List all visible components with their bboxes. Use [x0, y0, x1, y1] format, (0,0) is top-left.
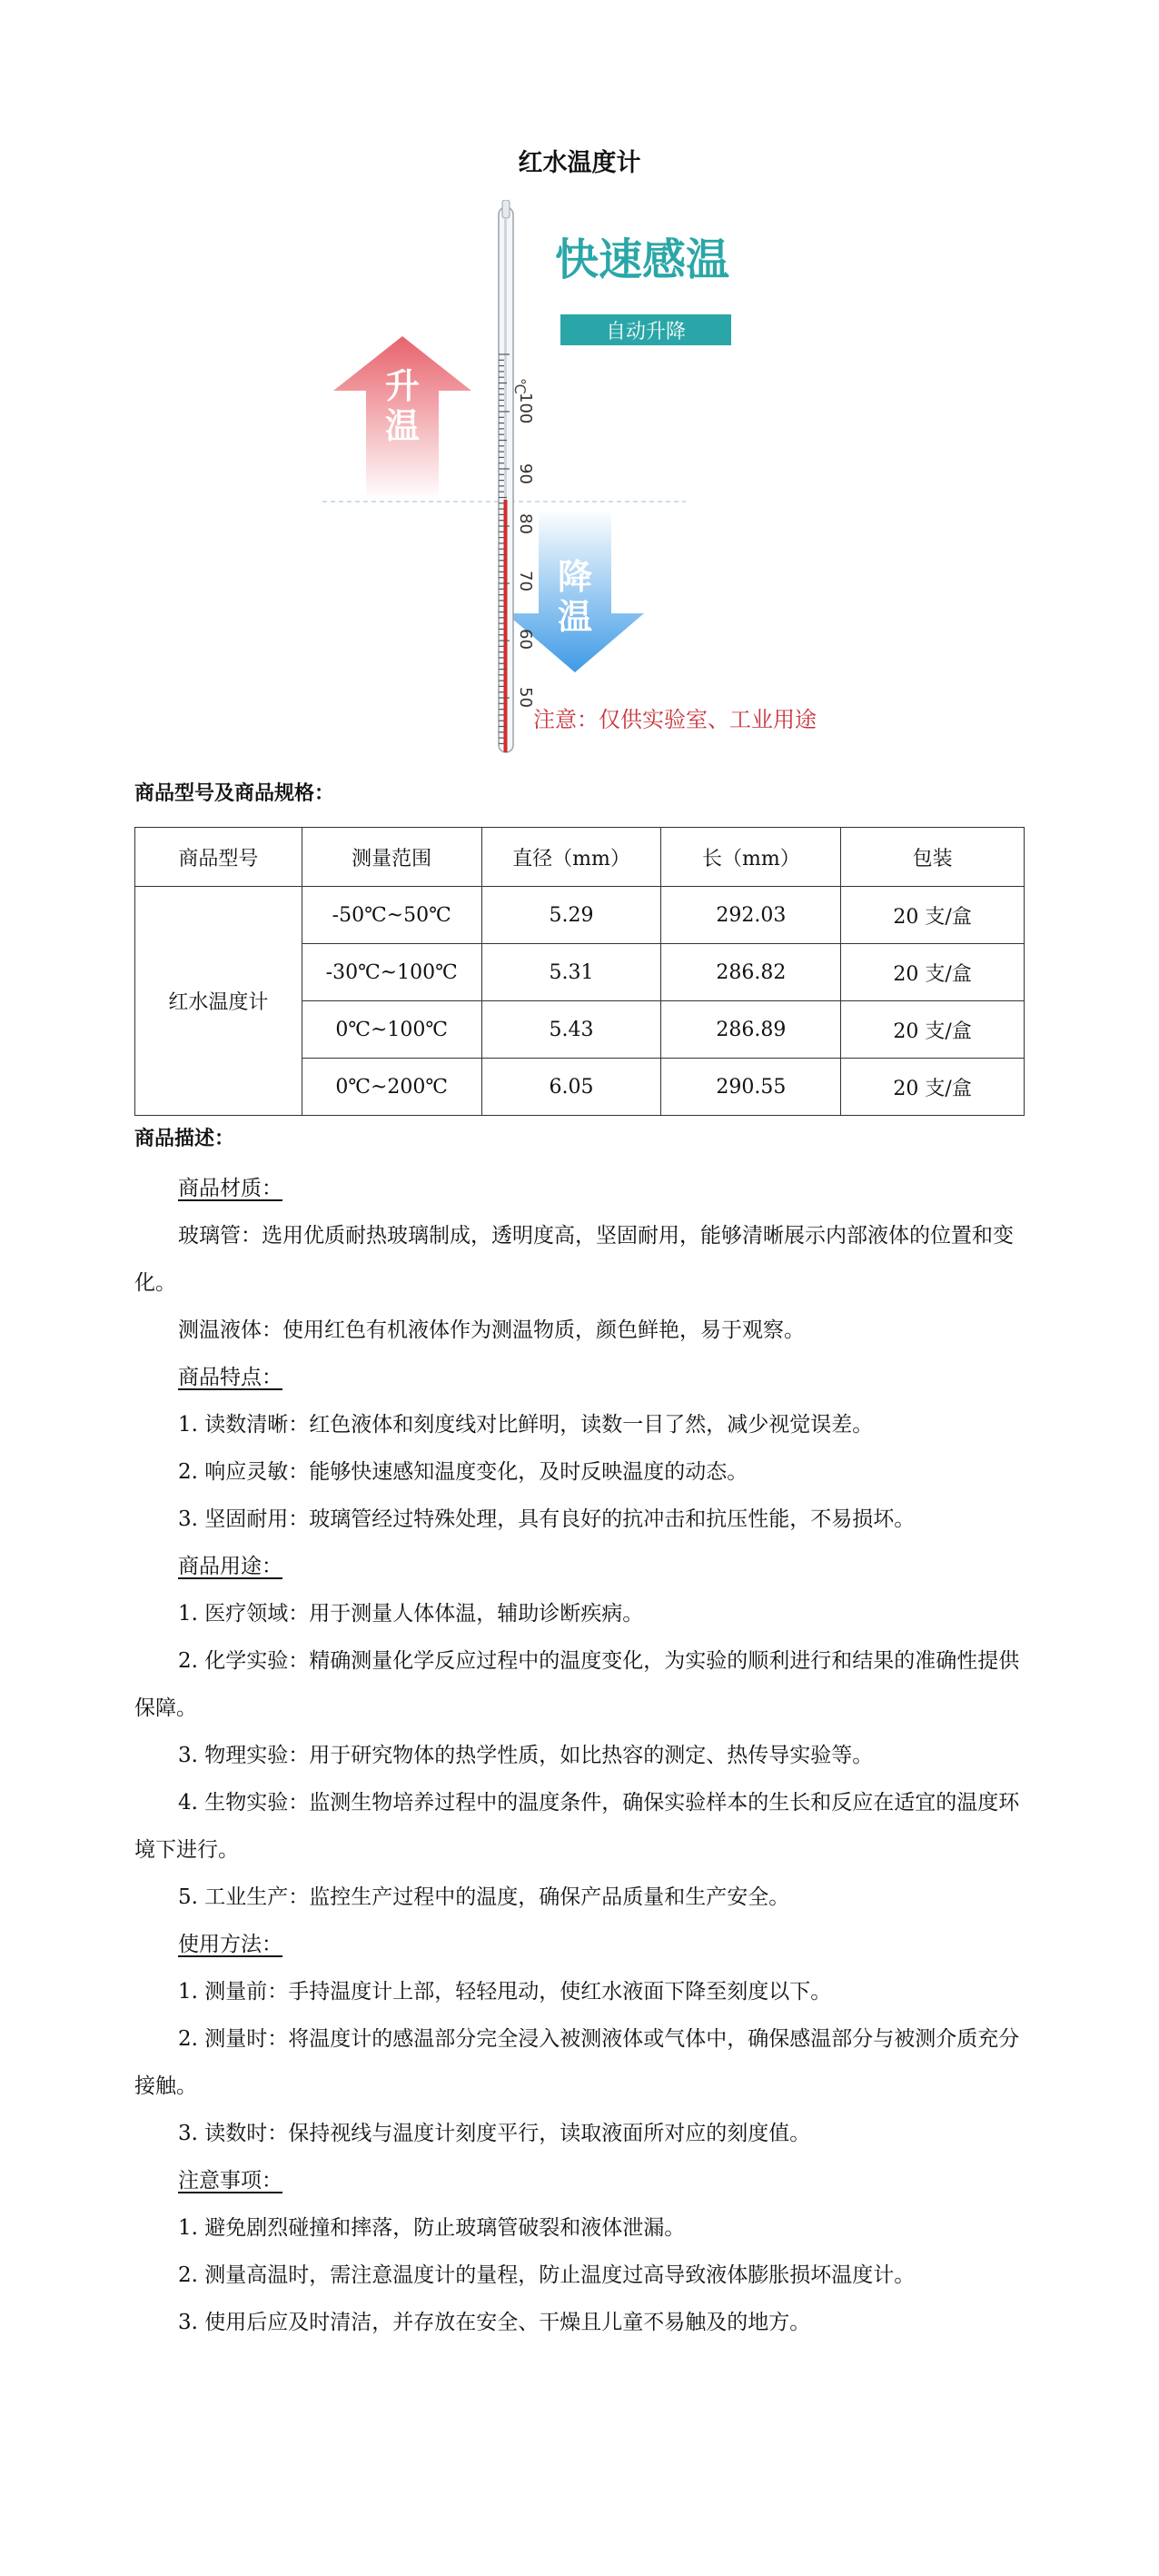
unit-mark: ℃ [511, 378, 529, 394]
table-header-cell: 长（mm） [661, 828, 841, 887]
feature-item: 1. 读数清晰：红色液体和刻度线对比鲜明，读数一目了然，减少视觉误差。 [178, 1413, 874, 1437]
hero-headline: 快速感温 [554, 234, 730, 285]
material-item: 玻璃管：选用优质耐热玻璃制成，透明度高，坚固耐用，能够清晰展示内部液体的位置和变化。 [134, 1224, 1014, 1295]
cautions-heading: 注意事项： [178, 2169, 282, 2193]
spec-table [134, 827, 1025, 1116]
usage-item: 1. 测量前：手持温度计上部，轻轻甩动，使红水液面下降至刻度以下。 [178, 1980, 832, 2004]
range-cell: 0℃~100℃ [302, 1001, 481, 1059]
package-cell: 20 支/盒 [841, 944, 1025, 1001]
scale-label-60: 60 [516, 629, 535, 650]
product-image [304, 200, 867, 754]
uses-heading: 商品用途： [178, 1555, 282, 1578]
diameter-cell: 5.43 [481, 1001, 661, 1059]
table-header-cell: 测量范围 [302, 828, 481, 887]
diameter-cell: 6.05 [481, 1059, 661, 1116]
material-heading: 商品材质： [178, 1177, 282, 1200]
caution-item: 1. 避免剧烈碰撞和摔落，防止玻璃管破裂和液体泄漏。 [178, 2216, 686, 2240]
table-header-cell: 包装 [841, 828, 1025, 887]
length-cell: 292.03 [661, 887, 841, 944]
diameter-cell: 5.29 [481, 887, 661, 944]
model-cell: 红水温度计 [135, 887, 302, 1116]
length-cell: 286.89 [661, 1001, 841, 1059]
use-item: 5. 工业生产：监控生产过程中的温度，确保产品质量和生产安全。 [178, 1885, 790, 1909]
length-cell: 290.55 [661, 1059, 841, 1116]
hero-tag: 自动升降 [605, 321, 687, 343]
features-heading: 商品特点： [178, 1366, 282, 1389]
package-cell: 20 支/盒 [841, 1001, 1025, 1059]
range-cell: 0℃~200℃ [302, 1059, 481, 1116]
table-header-row [135, 828, 1025, 887]
package-cell: 20 支/盒 [841, 887, 1025, 944]
scale-label-80: 80 [516, 513, 535, 534]
table-row [135, 887, 1025, 944]
hero-note: 注意：仅供实验室、工业用途 [533, 707, 817, 732]
range-cell: -30℃~100℃ [302, 944, 481, 1001]
caution-item: 3. 使用后应及时清洁，并存放在安全、干燥且儿童不易触及的地方。 [178, 2311, 811, 2334]
package-cell: 20 支/盒 [841, 1059, 1025, 1116]
usage-item: 2. 测量时：将温度计的感温部分完全浸入被测液体或气体中，确保感温部分与被测介质充分接触。 [134, 2027, 1020, 2098]
use-item: 1. 医疗领域：用于测量人体体温，辅助诊断疾病。 [178, 1602, 644, 1626]
caution-item: 2. 测量高温时，需注意温度计的量程，防止温度过高导致液体膨胀损坏温度计。 [178, 2263, 916, 2287]
scale-label-70: 70 [516, 571, 535, 592]
fall-label-2: 温 [557, 597, 593, 637]
desc-heading: 商品描述： [134, 1128, 235, 1150]
table-header-cell: 商品型号 [135, 828, 302, 887]
fall-label-1: 降 [557, 557, 593, 597]
material-item: 测温液体：使用红色有机液体作为测温物质，颜色鲜艳，易于观察。 [178, 1318, 805, 1342]
page-title: 红水温度计 [518, 149, 641, 177]
rise-label-2: 温 [384, 406, 421, 446]
use-item: 2. 化学实验：精确测量化学反应过程中的温度变化，为实验的顺利进行和结果的准确性提供保障。 [134, 1649, 1020, 1720]
use-item: 4. 生物实验：监测生物培养过程中的温度条件，确保实验样本的生长和反应在适宜的温度环境下进行。 [134, 1791, 1020, 1862]
usage-heading: 使用方法： [178, 1933, 282, 1956]
use-item: 3. 物理实验：用于研究物体的热学性质，如比热容的测定、热传导实验等。 [178, 1744, 874, 1767]
rise-label-1: 升 [384, 366, 421, 406]
diameter-cell: 5.31 [481, 944, 661, 1001]
scale-label-100: 100 [516, 393, 535, 424]
usage-item: 3. 读数时：保持视线与温度计刻度平行，读取液面所对应的刻度值。 [178, 2122, 811, 2145]
range-cell: -50℃~50℃ [302, 887, 481, 944]
description-body [134, 1165, 1025, 2346]
feature-item: 3. 坚固耐用：玻璃管经过特殊处理，具有良好的抗冲击和抗压性能，不易损坏。 [178, 1507, 916, 1531]
scale-label-50: 50 [516, 687, 535, 708]
length-cell: 286.82 [661, 944, 841, 1001]
feature-item: 2. 响应灵敏：能够快速感知温度变化，及时反映温度的动态。 [178, 1460, 748, 1484]
spec-heading: 商品型号及商品规格： [134, 782, 335, 805]
scale-label-90: 90 [516, 463, 535, 484]
table-header-cell: 直径（mm） [481, 828, 661, 887]
